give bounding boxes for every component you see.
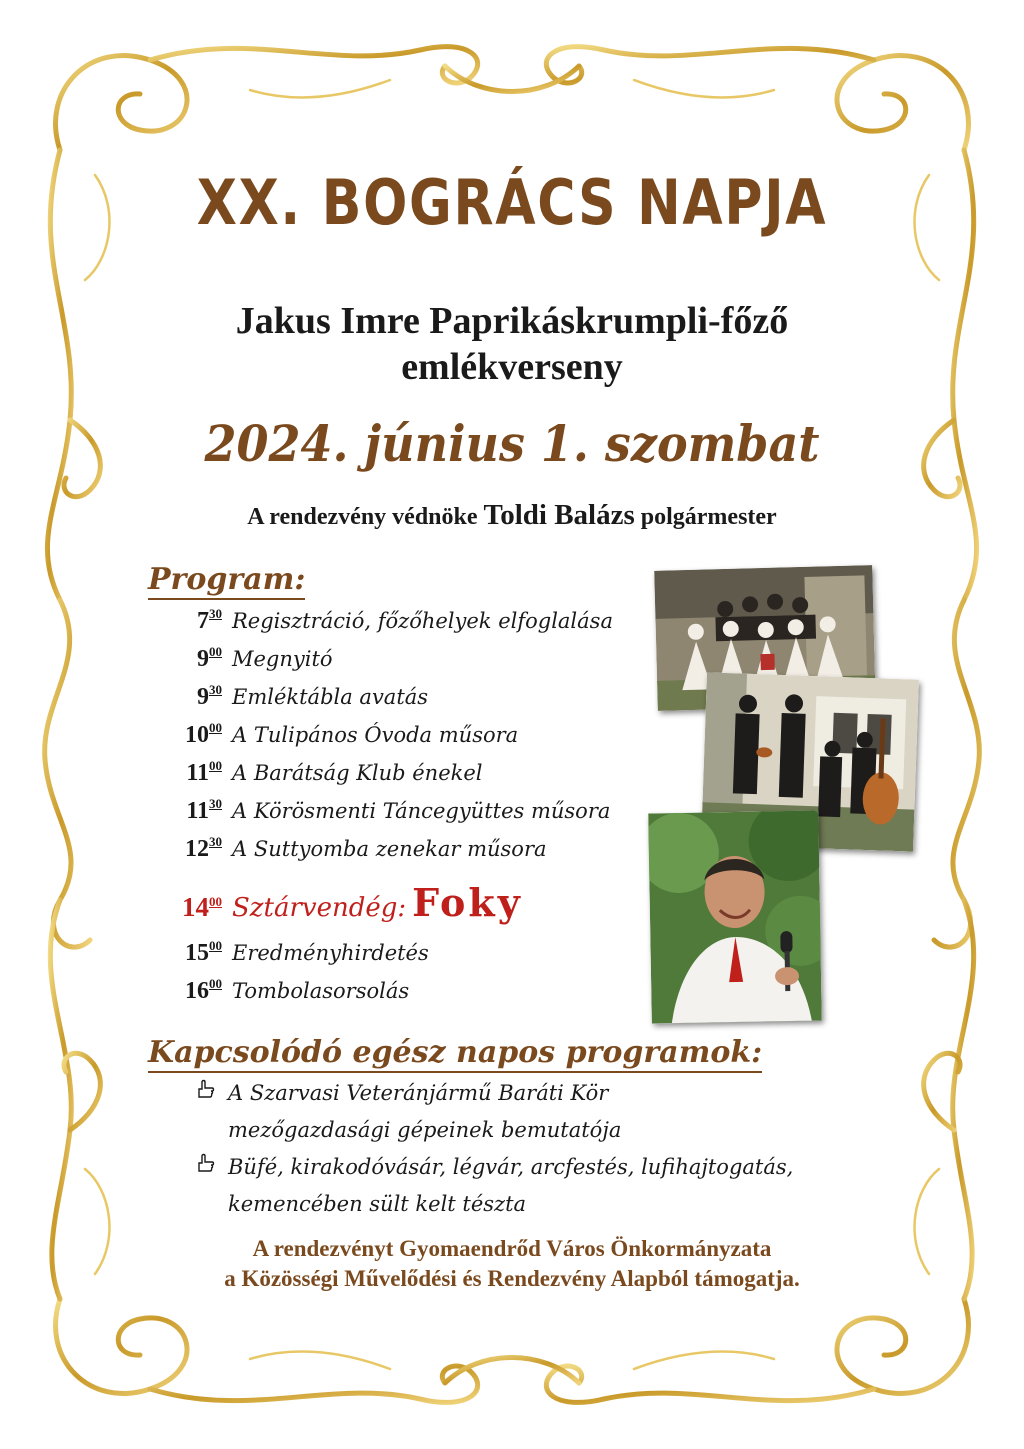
star-guest-name: Foky	[412, 880, 523, 925]
program-row	[150, 976, 409, 1014]
patron-prefix: A rendezvény védnöke	[247, 504, 478, 530]
patron-role: polgármester	[640, 504, 777, 530]
poster-subtitle	[100, 298, 924, 390]
program-text: Tombolasorsolás	[232, 979, 410, 1003]
program-text: Regisztráció, főzőhelyek elfoglalása	[232, 609, 613, 633]
program-row	[150, 796, 610, 834]
program-text: Emléktábla avatás	[232, 685, 429, 709]
pointing-hand-icon	[196, 1153, 216, 1175]
related-line-1: A Szarvasi Veteránjármű Baráti Kör	[228, 1081, 609, 1105]
star-guest-row	[150, 880, 523, 928]
event-date: 2024. június 1. szombat	[204, 414, 820, 473]
star-guest-label: Sztárvendég:	[232, 893, 407, 923]
sponsor-line-2: a Közösségi Művelődési és Rendezvény Alapból támogatja.	[224, 1266, 800, 1291]
program-row	[150, 720, 518, 758]
program-time: $16^{00}$	[185, 976, 222, 1004]
program-text: Megnyitó	[232, 647, 333, 671]
program-heading: Program:	[148, 563, 305, 600]
patron-name: Toldi Balázs	[483, 499, 635, 531]
program-text: A Tulipános Óvoda műsora	[232, 723, 519, 747]
star-guest-time: $14^{00}$	[182, 892, 222, 922]
related-item	[196, 1149, 868, 1223]
program-row	[150, 682, 428, 720]
subtitle-line-2: emlékverseny	[401, 346, 623, 388]
program-time: $9^{00}$	[197, 644, 222, 672]
program-text: A Barátság Klub énekel	[232, 761, 483, 785]
program-time: $11^{30}$	[186, 796, 222, 824]
poster-title: XX. BOGRÁCS NAPJA	[196, 166, 828, 239]
sponsor-line-1: A rendezvényt Gyomaendrőd Város Önkormányzata	[252, 1236, 772, 1261]
program-row	[150, 606, 613, 644]
subtitle-line-1: Jakus Imre Paprikáskrumpli-főző	[235, 300, 789, 342]
program-row	[150, 834, 547, 872]
related-heading: Kapcsolódó egész napos programok:	[148, 1036, 762, 1073]
program-time: $11^{00}$	[186, 758, 222, 786]
program-text: A Körösmenti Táncegyüttes műsora	[232, 799, 611, 823]
related-line-2: kemencében sült kelt tészta	[228, 1192, 527, 1216]
program-row	[150, 938, 429, 976]
related-item	[196, 1075, 868, 1149]
program-time: $12^{30}$	[185, 834, 222, 862]
sponsor-note	[0, 1234, 1024, 1294]
program-time: $7^{30}$	[197, 606, 222, 634]
related-line-1: Büfé, kirakodóvásár, légvár, arcfestés, lufihajtogatás,	[228, 1155, 794, 1179]
program-text: Eredményhirdetés	[232, 941, 429, 965]
program-row	[150, 758, 483, 796]
program-time: $10^{00}$	[185, 720, 222, 748]
program-time: $15^{00}$	[185, 938, 222, 966]
program-row	[150, 644, 333, 682]
pointing-hand-icon	[196, 1079, 216, 1101]
program-text: A Suttyomba zenekar műsora	[232, 837, 547, 861]
related-line-2: mezőgazdasági gépeinek bemutatója	[228, 1118, 622, 1142]
patron-line	[0, 499, 1024, 532]
program-time: $9^{30}$	[197, 682, 222, 710]
photo-singer-foky	[648, 811, 822, 1024]
